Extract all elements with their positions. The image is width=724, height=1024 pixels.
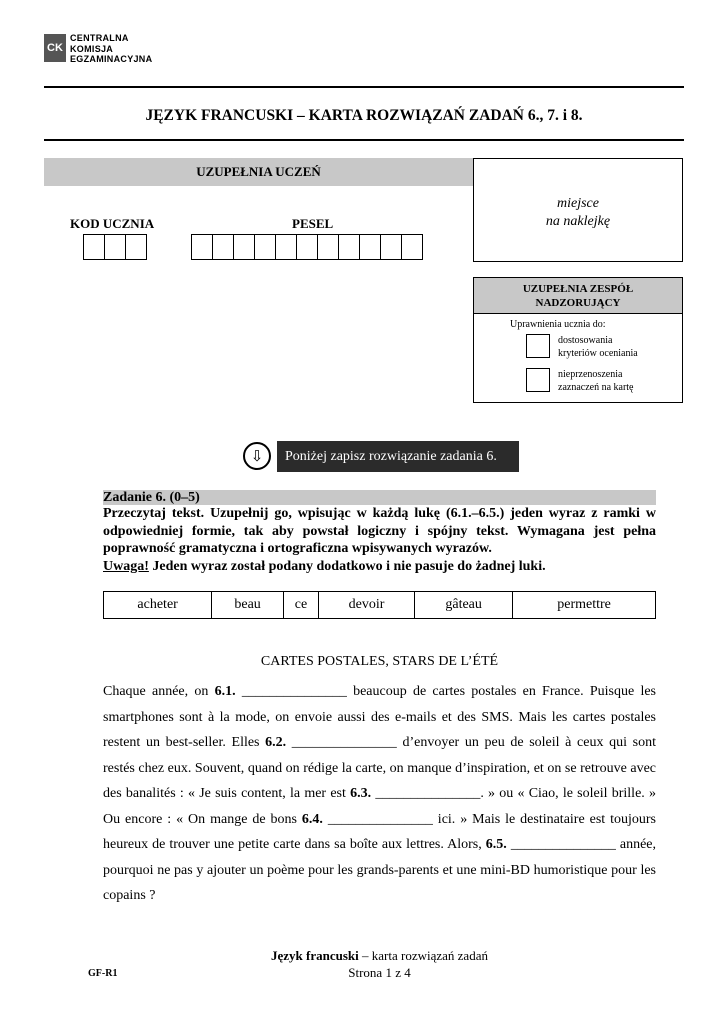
- task-instruction: Przeczytaj tekst. Uzupełnij go, wpisując w każdą lukę (6.1.–6.5.) jeden wyraz z ramki w odpowiedniej formie, tak aby powstał logiczny i spójny tekst. Wymagana jest pełna poprawność gramatyczna i ortograficzna wpisywanych wyrazów. Uwaga! Jeden wyraz został podany dodatkowo i nie pasuje do żadnej luki.: [103, 506, 656, 574]
- word-bank-item: gâteau: [415, 592, 513, 619]
- gap-fill-text: Chaque année, on 6.1. _______________ beaucoup de cartes postales en France. Puisque les smartphones sont à la mode, on envoie aussi des e-mails et des SMS. Mais les cartes postales restent un best-seller. Elles 6.2. _______________ d’envoyer un peu de soleil à ceux qui sont restés chez eux. Souvent, quand on rédige la carte, on manque d’inspiration, et on se retrouve avec des banalités : « Je suis content, la mer est 6.3. _______________. » ou « Ciao, le soleil brille. » Ou encore : « On mange de bons 6.4. _______________ ici. » Mais le destinataire est toujours heureux de trouver une petite carte dans sa boîte aux lettres. Alors, 6.5. _______________ année, pourquoi ne pas y ajouter un poème pour les grands-parents et une mini-BD humoristique pour les copains ?: [103, 684, 656, 903]
- footer-subject: Język francuski – karta rozwiązań zadań: [271, 948, 488, 963]
- pesel-cell[interactable]: [275, 234, 297, 260]
- pesel-cell[interactable]: [338, 234, 360, 260]
- pesel-cell[interactable]: [296, 234, 318, 260]
- word-bank-item: acheter: [104, 592, 212, 619]
- gap-6-5[interactable]: 6.5.: [485, 837, 507, 852]
- pesel-cell[interactable]: [233, 234, 255, 260]
- word-bank-item: devoir: [319, 592, 415, 619]
- note-label: Uwaga!: [103, 558, 149, 574]
- pesel-label: PESEL: [292, 216, 334, 231]
- student-section-header: UZUPEŁNIA UCZEŃ: [44, 158, 473, 186]
- kod-ucznia-field[interactable]: [83, 234, 147, 260]
- accommodation-label: dostosowania kryteriów oceniania: [558, 335, 638, 359]
- kod-cell[interactable]: [125, 234, 147, 260]
- title-rule: [44, 139, 684, 141]
- rights-label: Uprawnienia ucznia do:: [510, 319, 606, 330]
- gap-6-4[interactable]: 6.4.: [301, 811, 323, 827]
- kod-ucznia-label: KOD UCZNIA: [70, 216, 155, 231]
- word-bank-item: permettre: [513, 592, 656, 619]
- pesel-cell[interactable]: [254, 234, 276, 260]
- gap-6-3[interactable]: 6.3.: [350, 786, 372, 801]
- task-heading: Zadanie 6. (0–5): [103, 490, 656, 505]
- word-bank-item: ce: [283, 592, 318, 619]
- no-transfer-label: nieprzenoszenia zaznaczeń na kartę: [558, 369, 634, 393]
- cke-logo-text: CENTRALNA KOMISJA EGZAMINACYJNA: [70, 33, 153, 64]
- supervisor-box: [473, 277, 683, 403]
- pesel-field[interactable]: [191, 234, 423, 260]
- supervisor-header: UZUPEŁNIA ZESPÓŁ NADZORUJĄCY: [474, 278, 682, 314]
- page-title: JĘZYK FRANCUSKI – KARTA ROZWIĄZAŃ ZADAŃ 6., 7. i 8.: [145, 107, 583, 124]
- kod-cell[interactable]: [104, 234, 126, 260]
- gap-6-2[interactable]: 6.2.: [265, 735, 287, 750]
- kod-cell[interactable]: [83, 234, 105, 260]
- gap-6-1[interactable]: 6.1.: [214, 684, 236, 699]
- form-code: GF-R1: [88, 968, 118, 979]
- word-bank-item: beau: [212, 592, 284, 619]
- pesel-cell[interactable]: [401, 234, 423, 260]
- text-title: CARTES POSTALES, STARS DE L’ÉTÉ: [260, 654, 499, 669]
- arrow-down-icon: ⇩: [243, 442, 271, 470]
- pesel-cell[interactable]: [359, 234, 381, 260]
- page-number: Strona 1 z 4: [348, 965, 411, 980]
- sticker-area: miejsce na naklejkę: [473, 158, 683, 262]
- pesel-cell[interactable]: [380, 234, 402, 260]
- pesel-cell[interactable]: [191, 234, 213, 260]
- pesel-cell[interactable]: [212, 234, 234, 260]
- pesel-cell[interactable]: [317, 234, 339, 260]
- word-bank: [103, 591, 656, 619]
- no-transfer-checkbox[interactable]: [526, 368, 550, 392]
- accommodation-checkbox[interactable]: [526, 334, 550, 358]
- top-rule: [44, 86, 684, 88]
- banner-text: Poniżej zapisz rozwiązanie zadania 6.: [277, 441, 519, 472]
- cke-logo-icon: CK: [44, 34, 66, 62]
